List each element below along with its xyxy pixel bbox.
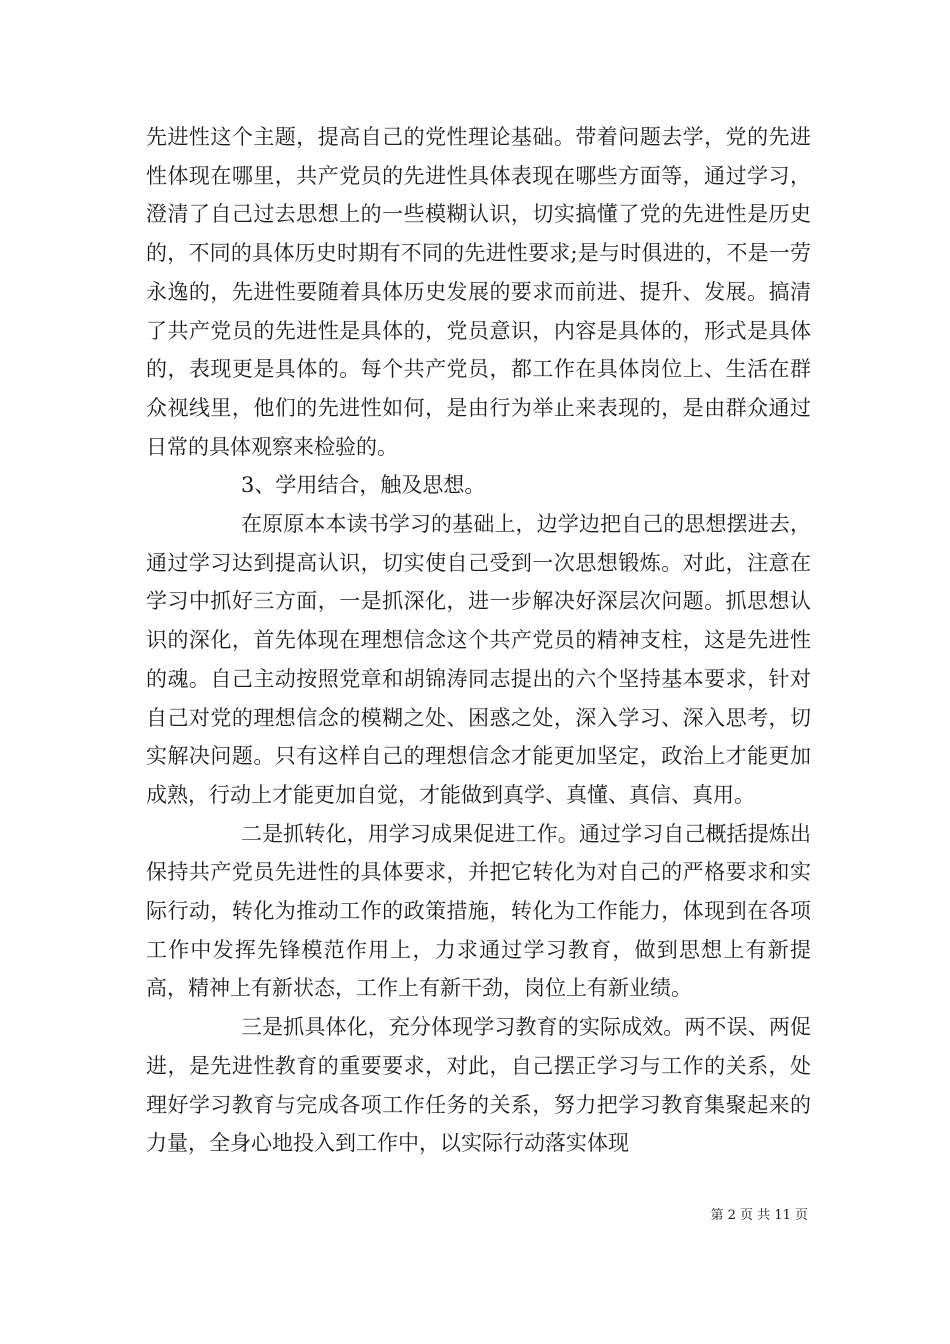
body-paragraph: 在原原本本读书学习的基础上，边学边把自己的思想摆进去，通过学习达到提高认识，切实使自己受到一次思想锻炼。对此，注意在学习中抓好三方面，一是抓深化，进一步解决好深层次问题。抓思想认识的深化，首先体现在理想信念这个共产党员的精神支柱，这是先进性的魂。自己主动按照党章和胡锦涛同志提出的六个坚持基本要求，针对自己对党的理想信念的模糊之处、困惑之处，深入学习、深入思考，切实解决问题。只有这样自己的理想信念才能更加坚定，政治上才能更加成熟，行动上才能更加自觉，才能做到真学、真懂、真信、真用。 — [146, 512, 811, 807]
body-paragraph: 二是抓转化，用学习成果促进工作。通过学习自己概括提炼出保持共产党员先进性的具体要求，并把它转化为对自己的严格要求和实际行动，转化为推动工作的政策措施，转化为工作能力，体现到在各项工作中发挥先锋模范作用上，力求通过学习教育，做到思想上有新提高，精神上有新状态，工作上有新干劲，岗位上有新业绩。 — [146, 821, 811, 1001]
document-body — [146, 118, 811, 1163]
body-paragraph: 三是抓具体化，充分体现学习教育的实际成效。两不误、两促进，是先进性教育的重要要求，对此，自己摆正学习与工作的关系，处理好学习教育与完成各项工作任务的关系，努力把学习教育集聚起来的力量，全身心地投入到工作中，以实际行动落实体现 — [146, 1015, 811, 1156]
page-number-footer: 第 2 页 共 11 页 — [710, 1208, 808, 1223]
body-paragraph: 先进性这个主题，提高自己的党性理论基础。带着问题去学，党的先进性体现在哪里，共产党员的先进性具体表现在哪些方面等，通过学习，澄清了自己过去思想上的一些模糊认识，切实搞懂了党的先进性是历史的，不同的具体历史时期有不同的先进性要求;是与时俱进的，不是一劳永逸的，先进性要随着具体历史发展的要求而前进、提升、发展。搞清了共产党员的先进性是具体的，党员意识，内容是具体的，形式是具体的，表现更是具体的。每个共产党员，都工作在具体岗位上、生活在群众视线里，他们的先进性如何，是由行为举止来表现的，是由群众通过日常的具体观察来检验的。 — [146, 125, 811, 459]
section-heading: 3、学用结合，触及思想。 — [241, 473, 486, 498]
